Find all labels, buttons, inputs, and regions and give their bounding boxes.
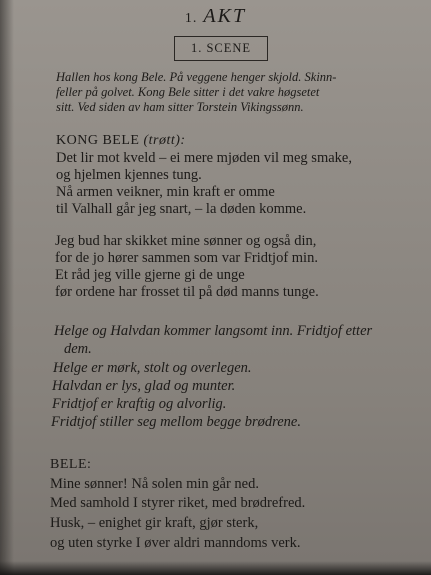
speaker-kong-bele <box>56 133 186 149</box>
verse-line: Nå armen veikner, min kraft er omme <box>56 184 275 200</box>
verse-line: Jeg bud har skikket mine sønner og også din, <box>55 233 317 249</box>
verse-line: før ordene har frosset til på død manns tunge. <box>55 284 319 300</box>
page-bottom-shadow <box>0 561 431 575</box>
stage-direction-line: sitt. Ved siden av ham sitter Torstein Vikingssønn. <box>56 100 304 114</box>
verse-line: Et råd jeg ville gjerne gi de unge <box>55 267 245 283</box>
verse-line: Det lir mot kveld – ei mere mjøden vil meg smake, <box>56 150 352 166</box>
verse-line: Husk, – enighet gir kraft, gjør sterk, <box>50 515 259 531</box>
verse-line: Mine sønner! Nå solen min går ned. <box>50 476 259 492</box>
speaker-name: KONG BELE <box>56 133 140 148</box>
speaker-direction: (trøtt): <box>143 133 186 148</box>
speaker-bele: BELE: <box>50 457 92 472</box>
page-gutter-shadow <box>0 0 14 575</box>
verse-line: og hjelmen kjennes tung. <box>56 167 202 183</box>
act-word: AKT <box>203 5 247 27</box>
scene-heading-box: 1. SCENE <box>174 36 268 61</box>
verse-line: og uten styrke I øver aldri manndoms verk. <box>50 535 301 551</box>
stage-direction-line: Helge og Halvdan kommer langsomt inn. Fridtjof etter <box>54 323 373 339</box>
stage-direction-line: dem. <box>64 341 92 357</box>
stage-direction-line: Helge er mørk, stolt og overlegen. <box>53 360 252 376</box>
stage-direction-line: feller på golvet. Kong Bele sitter i det vakre høgsetet <box>56 85 320 99</box>
stage-direction-line: Hallen hos kong Bele. På veggene henger skjold. Skinn- <box>56 70 337 84</box>
act-heading <box>0 5 431 28</box>
verse-line: Med samhold I styrer riket, med brødrefred. <box>50 495 306 511</box>
stage-direction-line: Halvdan er lys, glad og munter. <box>52 378 236 394</box>
verse-line: for de jo hører sammen som var Fridtjof min. <box>55 250 318 266</box>
verse-line: til Valhall går jeg snart, – la døden komme. <box>56 201 307 217</box>
stage-direction-line: Fridtjof er kraftig og alvorlig. <box>52 396 227 412</box>
stage-direction-line: Fridtjof stiller seg mellom begge brødrene. <box>51 414 301 430</box>
act-number: 1. <box>184 11 198 26</box>
